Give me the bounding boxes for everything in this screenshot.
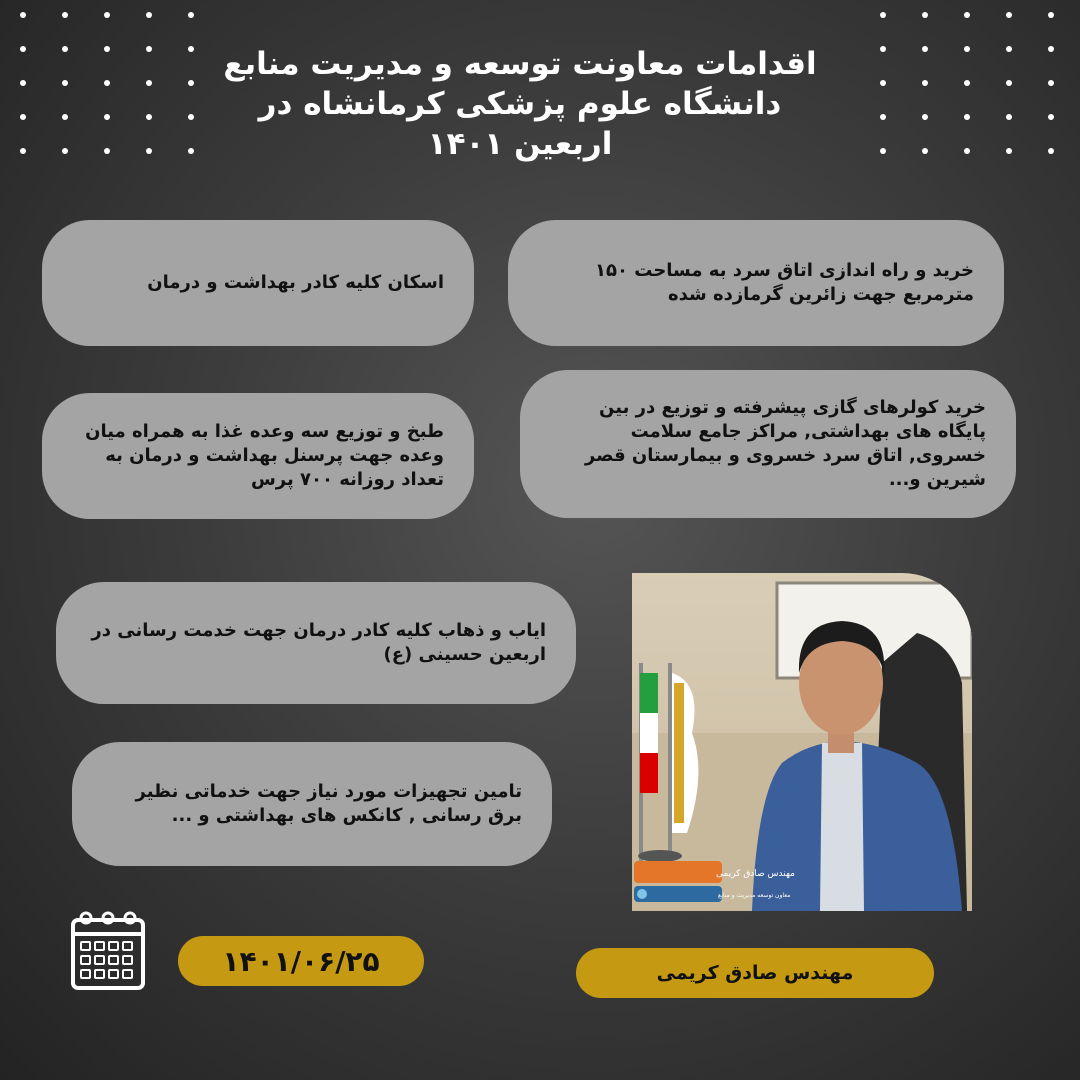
- card-text: تامین تجهیزات مورد نیاز جهت خدماتی نظیر برق رسانی , کانکس های بهداشتی و ...: [135, 781, 522, 826]
- card-text: خرید کولرهای گازی پیشرفته و توزیع در بین پایگاه های بهداشتی, مراکز جامع سلامت خسروی, اتاق سرد خسروی و بیمارستان قصر شیرین و...: [584, 397, 986, 490]
- calendar-icon: [70, 910, 146, 996]
- official-photo: [632, 573, 972, 911]
- card-accommodation: [42, 220, 474, 346]
- card-text: طبخ و توزیع سه وعده غذا به همراه میان وعده جهت پرسنل بهداشت و درمان به تعداد روزانه ۷۰۰ پرس: [85, 421, 444, 490]
- card-text: ایاب و ذهاب کلیه کادر درمان جهت خدمت رسانی در اربعین حسینی (ع): [91, 620, 546, 665]
- card-cold-room: [508, 220, 1004, 346]
- photo-caption-name: مهندس صادق کریمی: [716, 869, 795, 879]
- card-meals: [42, 393, 474, 519]
- date-text: ۱۴۰۱/۰۶/۲۵: [222, 944, 380, 978]
- card-equipment: [72, 742, 552, 866]
- card-air-conditioners: [520, 370, 1016, 518]
- card-transport: [56, 582, 576, 704]
- page-title: اقدامات معاونت توسعه و مدیریت منابع دانشگاه علوم پزشکی کرمانشاه در اربعین ۱۴۰۱: [223, 46, 817, 162]
- official-portrait-illustration: [632, 573, 972, 911]
- decorative-dots-left: [20, 12, 200, 154]
- card-text: خرید و راه اندازی اتاق سرد به مساحت ۱۵۰ مترمربع جهت زائرین گرمازده شده: [595, 260, 974, 305]
- photo-caption-role: معاون توسعه مدیریت و منابع: [718, 892, 791, 899]
- decorative-dots-right: [880, 12, 1060, 154]
- card-text: اسکان کلیه کادر بهداشت و درمان: [147, 272, 444, 293]
- name-text: مهندس صادق کریمی: [656, 962, 854, 984]
- date-badge: [178, 936, 424, 986]
- name-badge: [576, 948, 934, 998]
